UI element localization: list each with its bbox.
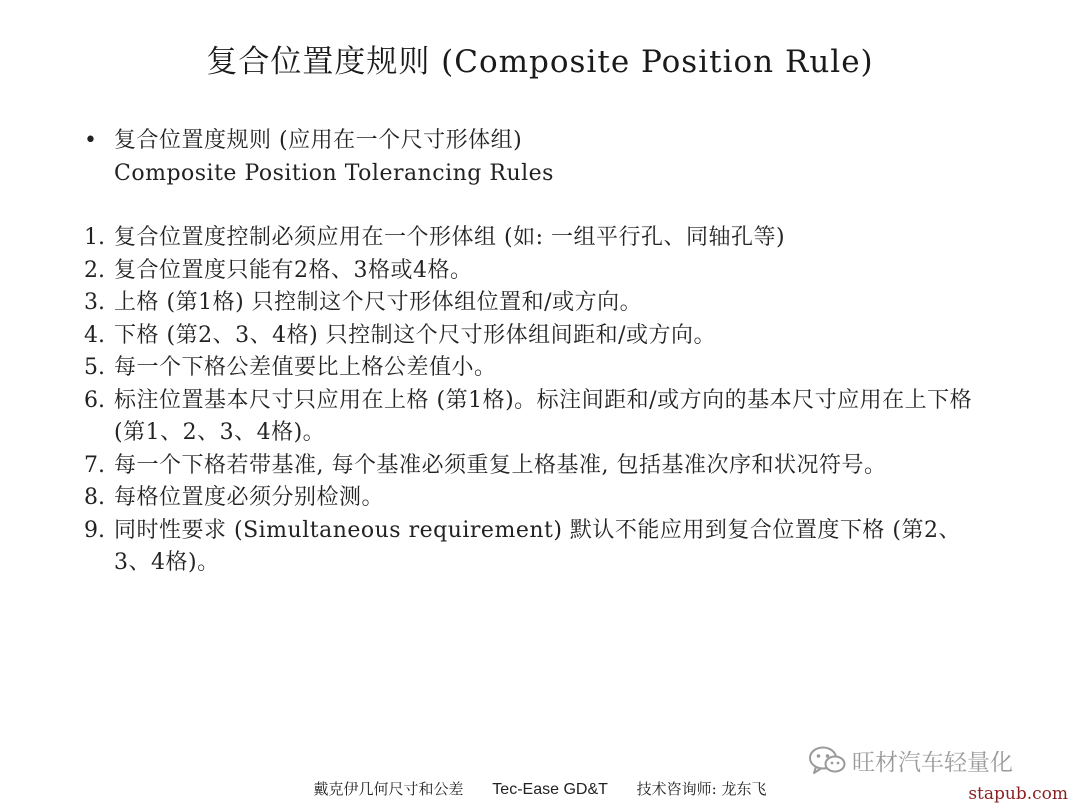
rule-text: 每一个下格公差值要比上格公差值小。: [114, 355, 497, 380]
footer-left: 戴克伊几何尺寸和公差: [313, 780, 464, 798]
intro-english-line: Composite Position Tolerancing Rules: [114, 161, 554, 186]
rule-item-1: [84, 222, 994, 255]
rule-item-2: [84, 255, 994, 288]
footer-brand: Tec-Ease GD&T: [492, 781, 608, 798]
footer: [0, 778, 1080, 799]
rule-text: 同时性要求 (Simultaneous requirement) 默认不能应用到复合位置度下格 (第2、3、4格)。: [114, 517, 961, 575]
rule-number: 3.: [84, 290, 105, 315]
rule-text: 复合位置度控制必须应用在一个形体组 (如: 一组平行孔、同轴孔等): [114, 225, 786, 250]
rule-text: 下格 (第2、3、4格) 只控制这个尺寸形体组间距和/或方向。: [114, 322, 717, 348]
site-watermark: stapub.com: [968, 784, 1068, 804]
rule-item-9: [84, 515, 994, 580]
rule-number: 4.: [84, 322, 105, 348]
rules-list: [84, 222, 994, 580]
rule-text: 每一个下格若带基准, 每个基准必须重复上格基准, 包括基准次序和状况符号。: [114, 452, 887, 478]
rule-number: 6.: [84, 387, 105, 413]
rule-text: 标注位置基本尺寸只应用在上格 (第1格)。标注间距和/或方向的基本尺寸应用在上下格 (第1、2、3、4格)。: [114, 387, 973, 445]
rule-text: 复合位置度只能有2格、3格或4格。: [114, 257, 473, 283]
intro-chinese-line: 复合位置度规则 (应用在一个尺寸形体组): [114, 128, 523, 153]
rule-item-5: [84, 352, 994, 385]
rule-text: 每格位置度必须分别检测。: [114, 485, 385, 510]
rule-number: 2.: [84, 257, 105, 283]
intro-bullet-block: [84, 124, 554, 190]
wechat-icon: [808, 745, 846, 777]
rule-number: 8.: [84, 485, 105, 510]
rule-number: 1.: [84, 225, 105, 250]
rule-number: 5.: [84, 355, 105, 380]
rule-item-6: [84, 385, 994, 450]
rule-item-7: [84, 450, 994, 483]
watermark-text: 旺材汽车轻量化: [852, 750, 1013, 776]
rule-text: 上格 (第1格) 只控制这个尺寸形体组位置和/或方向。: [114, 290, 643, 315]
rule-number: 7.: [84, 452, 105, 478]
rule-item-8: [84, 482, 994, 515]
rule-number: 9.: [84, 517, 105, 543]
rule-item-4: [84, 320, 994, 353]
slide-title: 复合位置度规则 (Composite Position Rule): [206, 44, 874, 80]
footer-right: 技术咨询师: 龙东飞: [636, 780, 767, 798]
bullet-icon: •: [84, 128, 97, 153]
rule-item-3: [84, 287, 994, 320]
wechat-watermark: [808, 744, 1013, 777]
